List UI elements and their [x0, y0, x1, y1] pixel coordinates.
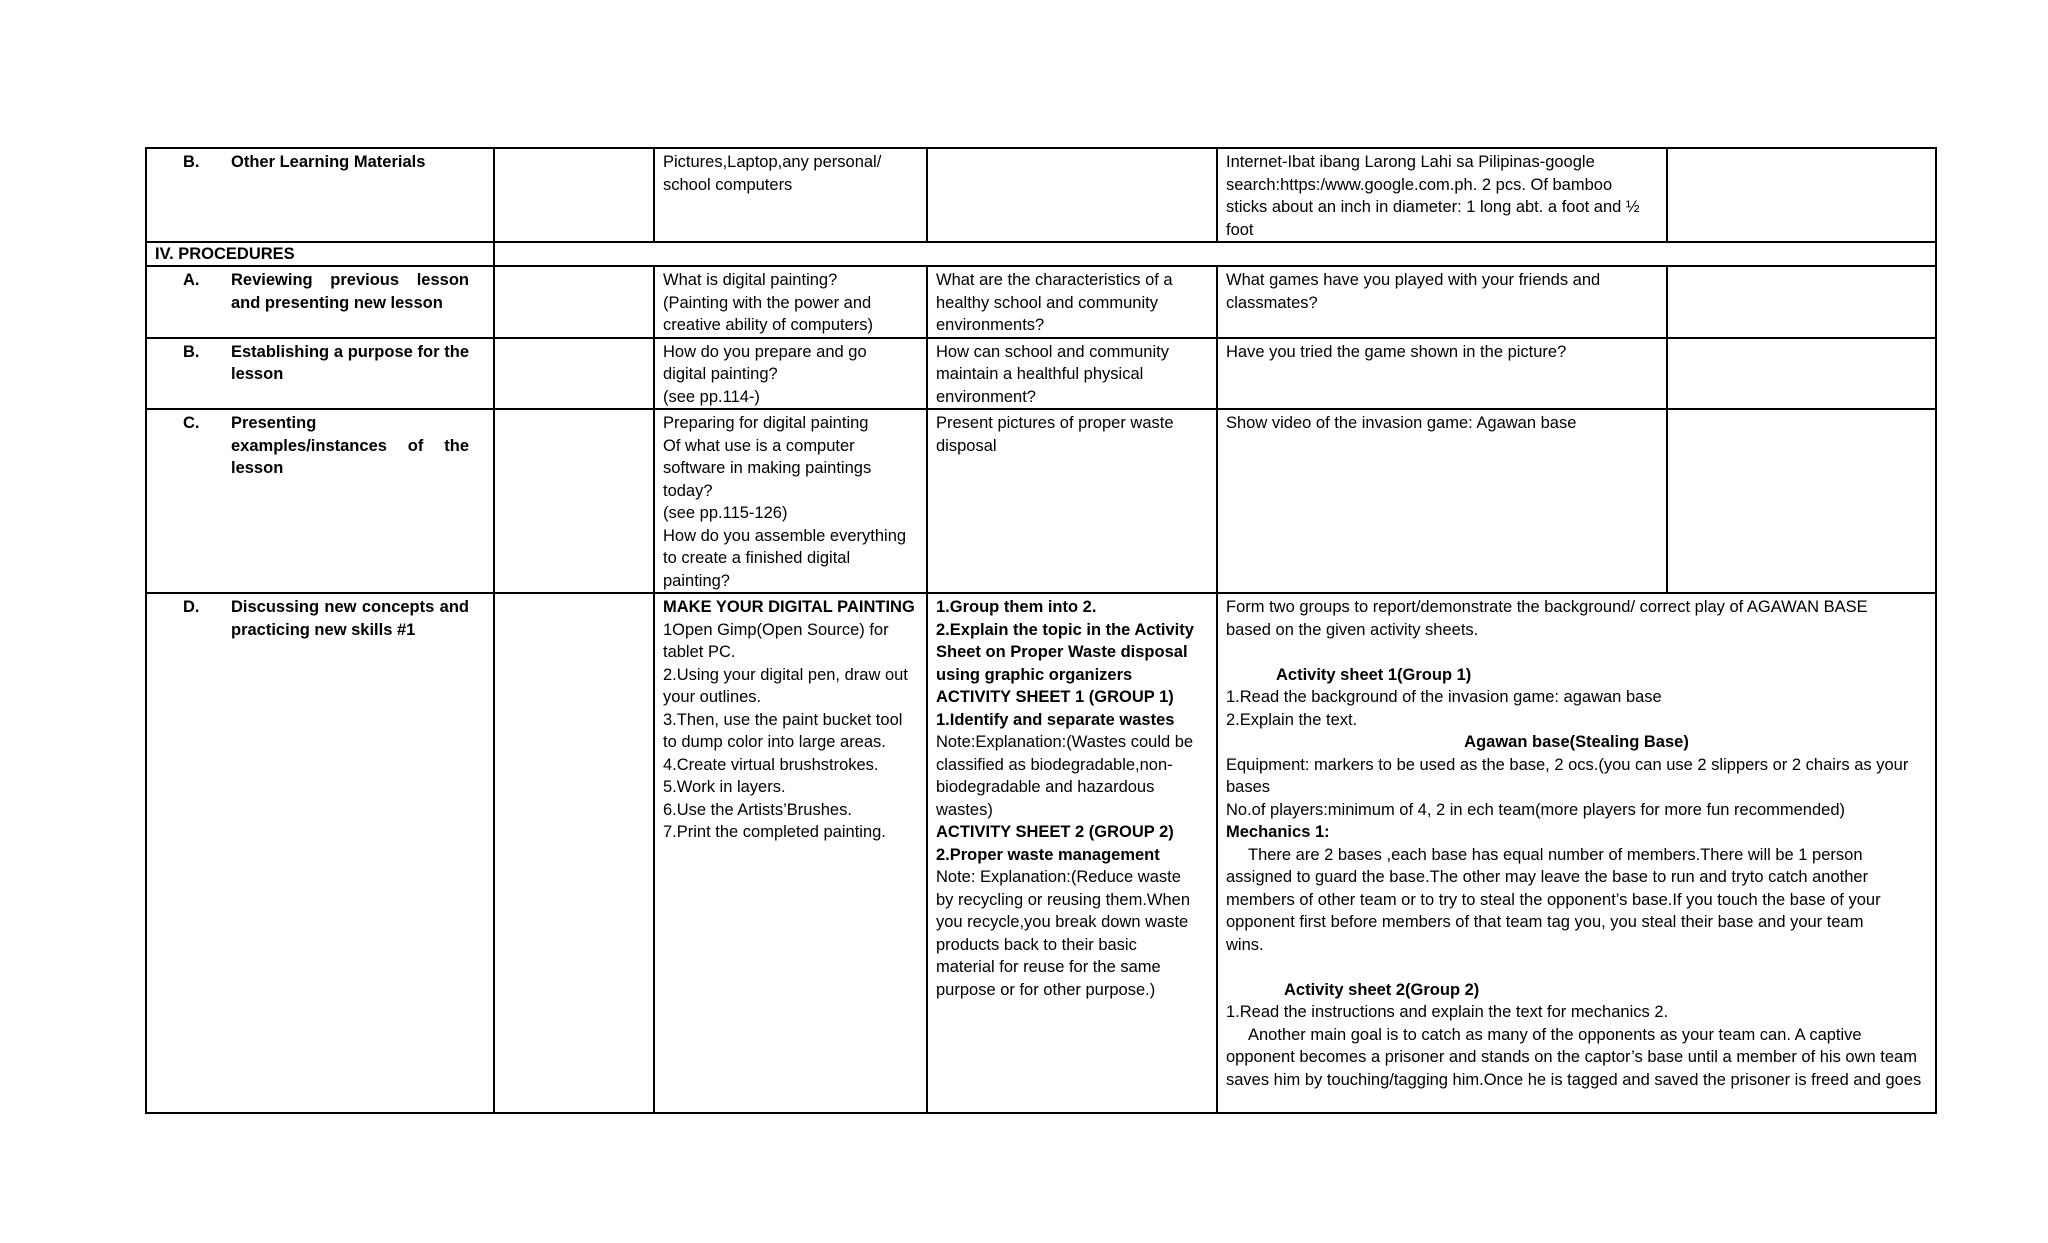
- cell-line: disposal: [936, 436, 997, 455]
- cell-col4: [1217, 409, 1667, 593]
- cell-line: environments?: [936, 316, 1045, 334]
- cell-line: foot: [1226, 220, 1254, 239]
- cell-line: products back to their basic: [936, 935, 1137, 954]
- cell-line: Of what use is a computer: [663, 436, 855, 455]
- empty-cell: [1667, 338, 1936, 410]
- cell-line: painting?: [663, 571, 730, 590]
- cell-line: search:https:/www.google.com.ph. 2 pcs. Of bamboo: [1226, 175, 1613, 194]
- row-label-cell: [146, 148, 494, 242]
- cell-line: What is digital painting?: [663, 271, 838, 289]
- cell-line: purpose or for other purpose.): [936, 980, 1156, 999]
- cell-line: classmates?: [1226, 293, 1318, 312]
- cell-line: Show video of the invasion game: Agawan base: [1226, 414, 1577, 432]
- cell-line: you recycle,you break down waste: [936, 913, 1189, 931]
- cell-line: How do you assemble everything: [663, 526, 907, 545]
- row-letter: C.: [183, 414, 200, 432]
- cell-line: bases: [1226, 778, 1271, 796]
- cell-line: to dump color into large areas.: [663, 733, 886, 751]
- empty-cell: [494, 409, 654, 593]
- cell-line: using graphic organizers: [936, 665, 1133, 684]
- cell-col4: [1217, 266, 1667, 338]
- cell-line: Note:Explanation:(Wastes could be: [936, 733, 1194, 751]
- empty-cell: [494, 338, 654, 410]
- row-label: Other Learning Materials: [231, 153, 426, 171]
- cell-line: Internet-Ibat ibang Larong Lahi sa Pilipinas-google: [1226, 153, 1595, 171]
- cell-line: assigned to guard the base.The other may leave the base to run and tryto catch another: [1226, 868, 1869, 886]
- cell-line: 2.Using your digital pen, draw out: [663, 665, 908, 684]
- cell-line: 2.Explain the text.: [1226, 710, 1358, 729]
- cell-col2: [654, 409, 927, 593]
- row-label-cell: [146, 338, 494, 410]
- cell-line: material for reuse for the same: [936, 958, 1161, 976]
- cell-line: your outlines.: [663, 688, 762, 706]
- cell-line: creative ability of computers): [663, 316, 873, 334]
- cell-line: How can school and community: [936, 342, 1169, 361]
- empty-cell: [1667, 409, 1936, 593]
- mechanics-title: Mechanics 1:: [1226, 823, 1330, 841]
- row-letter: D.: [183, 598, 200, 616]
- cell-line: opponent first before members of that team tag you, you steal their base and your team: [1226, 913, 1864, 931]
- cell-col3: [927, 409, 1217, 593]
- cell-line: 3.Then, use the paint bucket tool: [663, 710, 903, 729]
- cell-line: Note: Explanation:(Reduce waste: [936, 868, 1181, 886]
- cell-line: 6.Use the Artists’Brushes.: [663, 800, 852, 819]
- empty-cell: [1667, 148, 1936, 242]
- cell-col3: [927, 148, 1217, 242]
- cell-line: 1.Read the background of the invasion game: agawan base: [1226, 688, 1662, 706]
- empty-cell: [1667, 266, 1936, 338]
- row-letter: B.: [183, 153, 200, 171]
- cell-line: 1.Read the instructions and explain the text for mechanics 2.: [1226, 1003, 1669, 1021]
- cell-line: wastes): [936, 800, 993, 819]
- cell-col4: [1217, 338, 1667, 410]
- cell-line: (see pp.114-): [663, 387, 760, 406]
- cell-line: 1.Identify and separate wastes: [936, 710, 1175, 729]
- cell-line: opponent becomes a prisoner and stands on the captor’s base until a member of his own team: [1226, 1048, 1917, 1066]
- cell-line: There are 2 bases ,each base has equal number of members.There will be 1 person: [1248, 845, 1863, 864]
- cell-line: 2.Explain the topic in the Activity: [936, 620, 1194, 639]
- cell-line: 1Open Gimp(Open Source) for: [663, 620, 889, 639]
- row-label-cell: [146, 409, 494, 593]
- empty-cell: [494, 148, 654, 242]
- cell-line: to create a finished digital: [663, 549, 851, 567]
- empty-cell: [494, 242, 1936, 266]
- cell-line: today?: [663, 481, 713, 500]
- row-letter: B.: [183, 342, 200, 361]
- cell-line: tablet PC.: [663, 643, 736, 661]
- cell-line: 7.Print the completed painting.: [663, 823, 886, 841]
- cell-line: How do you prepare and go: [663, 342, 867, 361]
- lesson-plan-table: [145, 147, 1937, 1114]
- cell-col4: [1217, 148, 1667, 242]
- cell-line: 5.Work in layers.: [663, 778, 786, 796]
- row-label: Discussing new concepts and practicing new skills #1: [231, 598, 469, 639]
- empty-cell: [494, 266, 654, 338]
- row-other-learning-materials: [146, 148, 1936, 242]
- cell-line: maintain a healthful physical: [936, 365, 1144, 383]
- activity-sheet-2-title: Activity sheet 2(Group 2): [1284, 980, 1480, 999]
- cell-line: Have you tried the game shown in the picture?: [1226, 342, 1567, 361]
- row-establishing-purpose: [146, 338, 1936, 410]
- cell-line: Equipment: markers to be used as the base, 2 ocs.(you can use 2 slippers or 2 chairs as your: [1226, 755, 1909, 774]
- cell-line: (Painting with the power and: [663, 293, 872, 312]
- cell-line: (see pp.115-126): [663, 504, 788, 522]
- cell-line: What are the characteristics of a: [936, 271, 1173, 289]
- row-discussing-new-concepts: [146, 593, 1936, 1113]
- cell-line: Form two groups to report/demonstrate the background/ correct play of AGAWAN BASE: [1226, 598, 1868, 616]
- cell-col2: [654, 148, 927, 242]
- cell-col3: [927, 266, 1217, 338]
- row-reviewing-previous-lesson: [146, 266, 1936, 338]
- cell-line: ACTIVITY SHEET 1 (GROUP 1): [936, 688, 1174, 706]
- cell-line: 4.Create virtual brushstrokes.: [663, 755, 879, 774]
- cell-line: software in making paintings: [663, 459, 872, 477]
- cell-line: Pictures,Laptop,any personal/: [663, 153, 882, 171]
- cell-line: healthy school and community: [936, 293, 1158, 312]
- cell-line: wins.: [1226, 935, 1264, 954]
- cell-line: Preparing for digital painting: [663, 414, 869, 432]
- row-procedures-heading: [146, 242, 1936, 266]
- cell-line: 1.Group them into 2.: [936, 598, 1097, 616]
- cell-col4-merged: [1217, 593, 1936, 1113]
- row-label-cell: [146, 266, 494, 338]
- row-presenting-examples: [146, 409, 1936, 593]
- game-title: Agawan base(Stealing Base): [1464, 733, 1689, 751]
- row-label: Establishing a purpose for the lesson: [231, 342, 469, 383]
- row-letter: A.: [183, 271, 200, 289]
- blank-line: [1226, 956, 1927, 979]
- row-label: Presenting examples/instances of the lesson: [231, 414, 469, 477]
- cell-col2: [654, 593, 927, 1113]
- cell-line: 2.Proper waste management: [936, 845, 1160, 864]
- cell-line: Sheet on Proper Waste disposal: [936, 643, 1188, 661]
- section-heading: IV. PROCEDURES: [146, 242, 494, 266]
- cell-line: ACTIVITY SHEET 2 (GROUP 2): [936, 823, 1174, 841]
- cell-line: environment?: [936, 387, 1036, 406]
- cell-line: classified as biodegradable,non-: [936, 755, 1173, 774]
- blank-line: [1226, 641, 1927, 664]
- cell-col3: [927, 338, 1217, 410]
- row-label-cell: [146, 593, 494, 1113]
- row-label: Reviewing previous lesson and presenting new lesson: [231, 271, 469, 312]
- activity-sheet-1-title: Activity sheet 1(Group 1): [1276, 665, 1472, 684]
- cell-title: MAKE YOUR DIGITAL PAINTING: [663, 598, 915, 616]
- cell-line: members of other team or to try to steal the opponent’s base.If you touch the base of your: [1226, 890, 1881, 909]
- cell-line: sticks about an inch in diameter: 1 long abt. a foot and ½: [1226, 198, 1640, 216]
- cell-line: based on the given activity sheets.: [1226, 620, 1479, 639]
- cell-line: by recycling or reusing them.When: [936, 890, 1191, 909]
- cell-line: saves him by touching/tagging him.Once he is tagged and saved the prisoner is freed and goes: [1226, 1070, 1922, 1089]
- cell-line: digital painting?: [663, 365, 778, 383]
- cell-line: school computers: [663, 175, 793, 194]
- cell-line: No.of players:minimum of 4, 2 in ech team(more players for more fun recommended): [1226, 800, 1845, 819]
- cell-col3: [927, 593, 1217, 1113]
- cell-line: biodegradable and hazardous: [936, 778, 1155, 796]
- cell-line: Present pictures of proper waste: [936, 414, 1174, 432]
- cell-line: Another main goal is to catch as many of the opponents as your team can. A captive: [1248, 1025, 1862, 1044]
- cell-line: What games have you played with your friends and: [1226, 271, 1601, 289]
- empty-cell: [494, 593, 654, 1113]
- cell-col2: [654, 266, 927, 338]
- cell-col2: [654, 338, 927, 410]
